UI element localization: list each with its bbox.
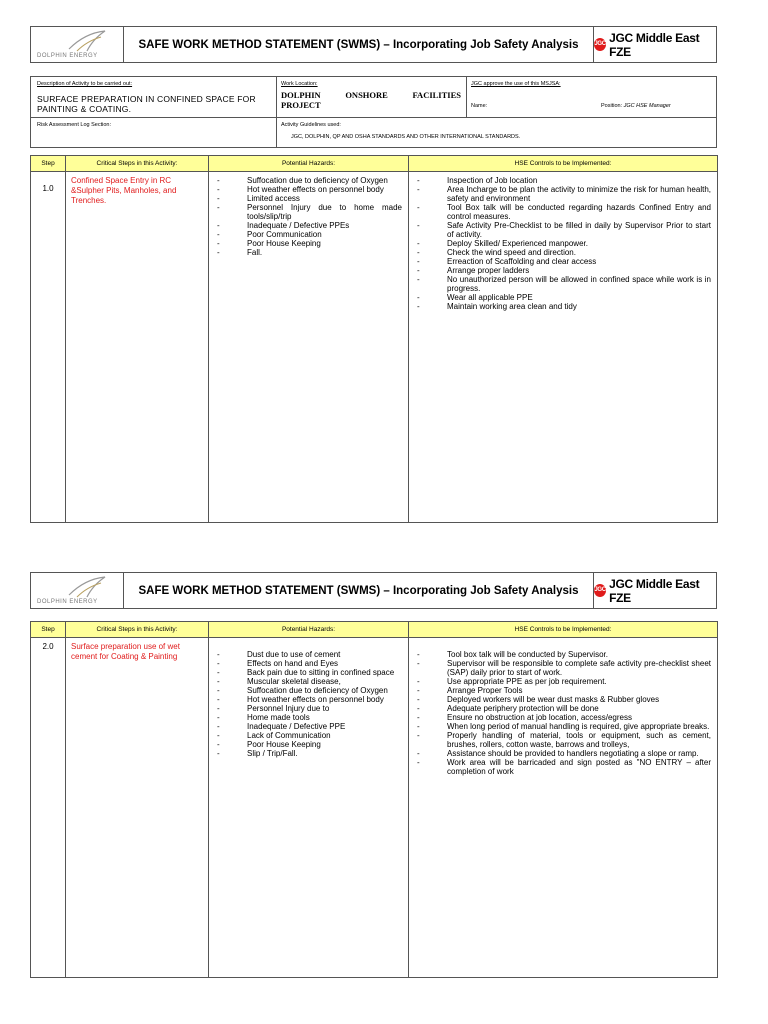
hazard-item: - Slip / Trip/Fall. — [217, 749, 402, 758]
description-value: SURFACE PREPARATION IN CONFINED SPACE FOR PAINTING & COATING. — [37, 94, 256, 114]
col-controls: HSE Controls to be Implemented: — [409, 622, 718, 638]
logo-text-energy: ENERGY — [69, 599, 98, 605]
hazard-item: - Effects on hand and Eyes — [217, 659, 402, 668]
control-item: - When long period of manual handling is required, give appropriate breaks. — [417, 722, 711, 731]
dolphin-logo-icon — [67, 29, 107, 53]
control-item: - Tool Box talk will be conducted regarding hazards Confined Entry and control measures. — [417, 203, 711, 221]
control-item: - Deploy Skilled/ Experienced manpower. — [417, 239, 711, 248]
control-item: - Safe Activity Pre-Checklist to be filled in daily by Supervisor Prior to start of activity. — [417, 221, 711, 239]
col-step: Step — [31, 622, 66, 638]
hazard-item: - Back pain due to sitting in confined space — [217, 668, 402, 677]
page1-header — [30, 26, 717, 63]
step-number: 2.0 — [31, 638, 66, 978]
table-header-row — [31, 622, 718, 638]
logo-text-dolphin: DOLPHIN — [37, 599, 68, 605]
hazard-item: - Inadequate / Defective PPEs — [217, 221, 402, 230]
hazard-item: - Limited access — [217, 194, 402, 203]
steps-table-2 — [30, 621, 718, 978]
col-hazards: Potential Hazards: — [209, 622, 409, 638]
description-label: Description of Activity to be carried out: — [37, 81, 133, 87]
control-item: - Work area will be barricaded and sign posted as "NO ENTRY – after completion of work — [417, 758, 711, 776]
control-list — [409, 638, 717, 776]
control-list — [409, 172, 717, 311]
control-item: - Arrange Proper Tools — [417, 686, 711, 695]
logo-text-energy: ENERGY — [69, 53, 98, 59]
col-critical: Critical Steps in this Activity: — [66, 622, 209, 638]
control-item: - Tool box talk will be conducted by Supervisor. — [417, 650, 711, 659]
steps-table-1 — [30, 155, 718, 523]
control-item: - Supervisor will be responsible to complete safe activity pre-checklist sheet (SAP) daily prior to start of work. — [417, 659, 711, 677]
position-label: Position: — [601, 103, 623, 109]
control-item: - Properly handling of material, tools or equipment, such as cement, brushes, rollers, cotton waste, barrows and trolleys, — [417, 731, 711, 749]
hazard-item: - Personnel Injury due to home made tools/slip/trip — [217, 203, 402, 221]
risk-log-label: Risk Assessment Log Section: — [37, 122, 111, 128]
hazard-item: - Dust due to use of cement — [217, 650, 402, 659]
hazard-item: - Lack of Communication — [217, 731, 402, 740]
hazard-item: - Hot weather effects on personnel body — [217, 185, 402, 194]
company-logo — [594, 573, 716, 608]
hazard-item: - Inadequate / Defective PPE — [217, 722, 402, 731]
control-item: - Inspection of Job location — [417, 176, 711, 185]
control-item: - Assistance should be provided to handlers negotiating a slope or ramp. — [417, 749, 711, 758]
work-location-label: Work Location: — [281, 81, 318, 87]
hazard-item: - Muscular skeletal disease, — [217, 677, 402, 686]
position-value: JGC HSE Manager — [623, 103, 671, 109]
hazard-item: - Poor Communication — [217, 230, 402, 239]
company-name: JGC Middle East FZE — [609, 30, 700, 59]
jgc-badge-icon: JGC — [594, 584, 606, 597]
hazard-list — [209, 638, 408, 758]
table-row — [31, 638, 718, 978]
company-logo — [594, 27, 716, 62]
document-title: SAFE WORK METHOD STATEMENT (SWMS) – Incorporating Job Safety Analysis — [124, 573, 594, 608]
jgc-approve-label: JGC approve the use of this MSJSA: — [471, 81, 561, 87]
dolphin-logo-icon — [67, 575, 107, 599]
hazard-item: - Home made tools — [217, 713, 402, 722]
guidelines-value: JGC, DOLPHIN, QP AND OSHA STANDARDS AND OTHER INTERNATIONAL STANDARDS. — [291, 134, 521, 140]
col-step: Step — [31, 156, 66, 172]
control-item: - Maintain working area clean and tidy — [417, 302, 711, 311]
control-item: - Arrange proper ladders — [417, 266, 711, 275]
hazard-item: - Suffocation due to deficiency of Oxygen — [217, 176, 402, 185]
name-label: Name: — [471, 103, 488, 109]
document-title: SAFE WORK METHOD STATEMENT (SWMS) – Incorporating Job Safety Analysis — [124, 27, 594, 62]
step-activity: Surface preparation use of wet cement for Coating & Painting — [66, 638, 209, 978]
hazard-item: - Poor House Keeping — [217, 239, 402, 248]
table-header-row — [31, 156, 718, 172]
hazard-item: - Poor House Keeping — [217, 740, 402, 749]
control-item: - Ensure no obstruction at job location, access/egress — [417, 713, 711, 722]
jgc-badge-icon: JGC — [594, 38, 606, 51]
guidelines-label: Activity Guidelines used: — [281, 122, 341, 128]
work-location-value: DOLPHIN ONSHORE FACILITIES PROJECT — [281, 90, 461, 110]
control-item: - Check the wind speed and direction. — [417, 248, 711, 257]
company-name: JGC Middle East FZE — [609, 576, 700, 605]
col-critical: Critical Steps in this Activity: — [66, 156, 209, 172]
step-number: 1.0 — [31, 172, 66, 523]
col-hazards: Potential Hazards: — [209, 156, 409, 172]
dolphin-logo — [31, 27, 124, 62]
page2-header — [30, 572, 717, 609]
step-activity: Confined Space Entry in RC &Sulpher Pits, Manholes, and Trenches. — [66, 172, 209, 523]
control-item: - Deployed workers will be wear dust masks & Rubber gloves — [417, 695, 711, 704]
control-item: - Area Incharge to be plan the activity to minimize the risk for human health, safety and environment — [417, 185, 711, 203]
hazard-item: - Hot weather effects on personnel body — [217, 695, 402, 704]
control-item: - Use appropriate PPE as per job requirement. — [417, 677, 711, 686]
control-item: - Wear all applicable PPE — [417, 293, 711, 302]
hazard-item: - Personnel Injury due to — [217, 704, 402, 713]
control-item: - Erreaction of Scaffolding and clear access — [417, 257, 711, 266]
dolphin-logo — [31, 573, 124, 608]
control-item: - No unauthorized person will be allowed in confined space while work is in progress. — [417, 275, 711, 293]
table-row — [31, 172, 718, 523]
col-controls: HSE Controls to be Implemented: — [409, 156, 718, 172]
hazard-list — [209, 172, 408, 257]
info-block — [30, 76, 717, 148]
control-item: - Adequate periphery protection will be done — [417, 704, 711, 713]
hazard-item: - Fall. — [217, 248, 402, 257]
logo-text-dolphin: DOLPHIN — [37, 53, 68, 59]
hazard-item: - Suffocation due to deficiency of Oxygen — [217, 686, 402, 695]
